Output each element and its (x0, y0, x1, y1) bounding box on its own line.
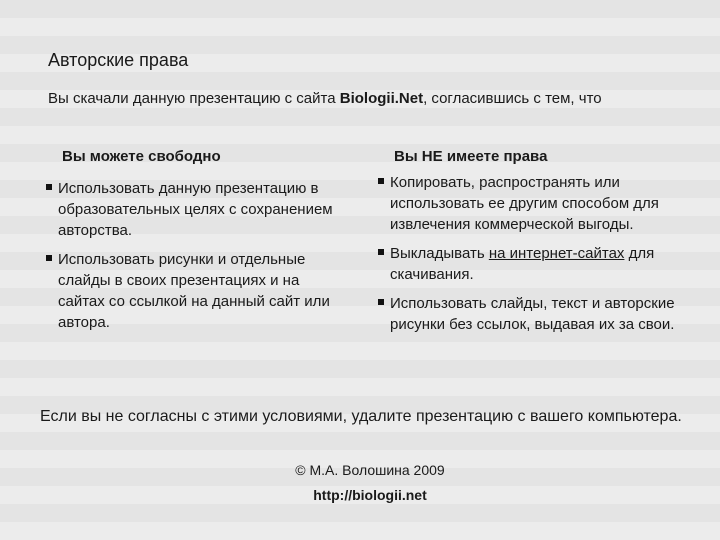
can-item-text: Использовать данную презентацию в образовательных целях с сохранением авторства. (58, 180, 333, 239)
can-item-text: Использовать рисунки и отдельные слайды в своих презентациях и на сайтах со ссылкой на данный сайт или автора. (58, 251, 330, 331)
cannot-item-after: для скачивания. (390, 245, 655, 283)
can-heading: Вы можете свободно (62, 148, 221, 165)
bullet-square-icon (378, 249, 384, 255)
copyright-notice: © М.А. Волошина 2009 (295, 462, 445, 478)
can-list (46, 178, 336, 341)
bullet-square-icon (378, 178, 384, 184)
list-item (378, 293, 678, 335)
internet-sites-link[interactable]: на интернет-сайтах (488, 245, 625, 262)
list-item (46, 178, 336, 241)
list-item (378, 172, 678, 235)
intro-before: Вы скачали данную презентацию с сайта (48, 90, 340, 107)
cannot-heading: Вы НЕ имеете права (394, 148, 548, 165)
bullet-square-icon (378, 299, 384, 305)
list-item (46, 249, 336, 333)
slide-title: Авторские права (48, 50, 189, 70)
bullet-square-icon (46, 255, 52, 261)
intro-after: , согласившись с тем, что (423, 90, 602, 107)
cannot-item-before: Выкладывать (390, 245, 489, 262)
site-url[interactable]: http://biologii.net (313, 487, 427, 503)
footer-warning: Если вы не согласны с этими условиями, удалите презентацию с вашего компьютера. (40, 408, 682, 425)
intro-text (48, 88, 688, 109)
cannot-item-text: Использовать слайды, текст и авторские рисунки без ссылок, выдавая их за свои. (390, 295, 675, 333)
cannot-item-text: Копировать, распространять или использовать ее другим способом для извлечения коммерческой выгоды. (390, 174, 659, 233)
bullet-square-icon (46, 184, 52, 190)
list-item (378, 243, 678, 285)
intro-site-name: Biologii.Net (339, 90, 424, 107)
cannot-list (378, 172, 678, 343)
